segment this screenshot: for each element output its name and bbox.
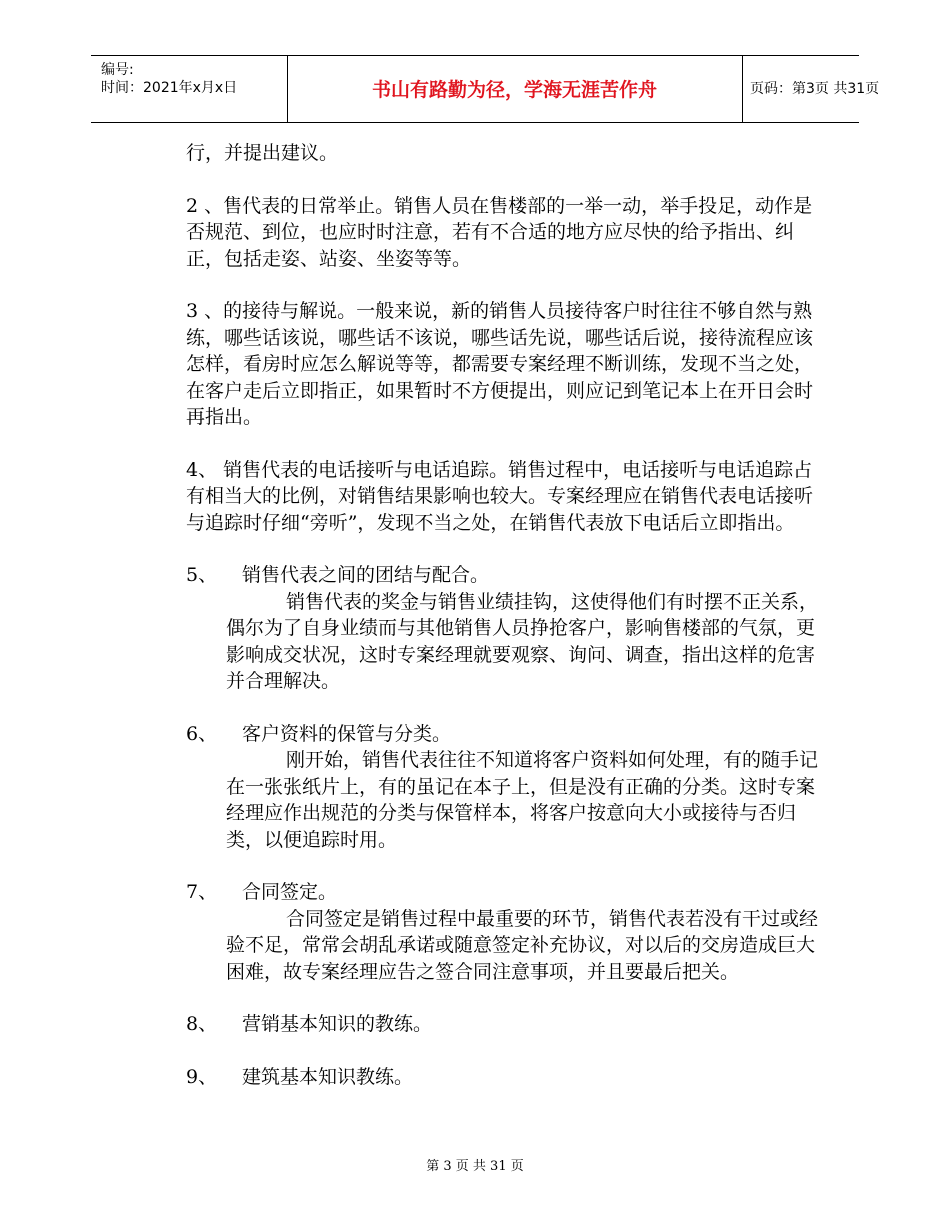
paragraph-item-4: 4、 销售代表的电话接听与电话追踪。销售过程中，电话接听与电话追踪占有相当大的比例，对销售结果影响也较大。专案经理应在销售代表电话接听与追踪时仔细“旁听”，发现不当之处，在销售代表放下电话后立即指出。 (186, 458, 814, 534)
item-6-heading (186, 721, 826, 748)
item-title: 销售代表之间的团结与配合。 (242, 564, 490, 586)
paragraph-item-3: 3 、的接待与解说。一般来说，新的销售人员接待客户时往往不够自然与熟练，哪些话该说，哪些话不该说，哪些话先说，哪些话后说，接待流程应该怎样，看房时应怎么解说等等，都需要专案经理不断训练，发现不当之处，在客户走后立即指正，如果暂时不方便提出，则应记到笔记本上在开日会时再指出。 (186, 300, 814, 428)
number-label: 编号: (101, 62, 134, 78)
item-title: 建筑基本知识教练。 (242, 1065, 414, 1088)
page-header (91, 55, 880, 123)
page-footer: 第 3 页 共 31 页 (426, 1159, 524, 1174)
item-8-heading (186, 1011, 826, 1038)
item-number: 5、 (186, 564, 218, 586)
item-number: 9、 (186, 1065, 218, 1088)
header-page-cell (742, 56, 880, 122)
item-number: 6、 (186, 722, 218, 745)
header-motto-cell (287, 56, 743, 122)
item-title: 营销基本知识的教练。 (242, 1013, 433, 1035)
item-6-text: 刚开始，销售代表往往不知道将客户资料如何处理，有的随手记在一张张纸片上，有的虽记在本子上，但是没有正确的分类。这时专案经理应作出规范的分类与保管样本，将客户按意向大小或接待与否归类，以便追踪时用。 (226, 749, 819, 851)
motto-text: 书山有路勤为径，学海无涯苦作舟 (371, 79, 657, 101)
item-7-text: 合同签定是销售过程中最重要的环节，销售代表若没有干过或经验不足，常常会胡乱承诺或随意签定补充协议，对以后的交房造成巨大困难，故专案经理应告之签合同注意事项，并且要最后把关。 (226, 907, 819, 983)
item-9-heading (186, 1064, 826, 1091)
item-number: 7、 (186, 881, 218, 903)
item-number: 8、 (186, 1013, 218, 1035)
item-5-heading (186, 562, 826, 589)
item-7-heading (186, 879, 826, 906)
time-label: 时间：2021年x月x日 (101, 80, 238, 96)
document-body (186, 140, 826, 1090)
page-label: 页码：第3页 共31页 (750, 81, 880, 97)
paragraph-continuation: 行，并提出建议。 (186, 142, 339, 164)
item-title: 合同签定。 (242, 881, 338, 903)
paragraph-item-2: 2 、售代表的日常举止。销售人员在售楼部的一举一动，举手投足，动作是否规范、到位，也应时时注意，若有不合适的地方应尽快的给予指出、纠正，包括走姿、站姿、坐姿等等。 (186, 194, 813, 270)
item-title: 客户资料的保管与分类。 (242, 722, 452, 745)
item-5-text: 销售代表的奖金与销售业绩挂钩，这使得他们有时摆不正关系，偶尔为了自身业绩而与其他销售人员挣抢客户，影响售楼部的气氛，更影响成交状况，这时专案经理就要观察、询问、调查，指出这样的危害并合理解决。 (226, 590, 819, 692)
header-info-cell (91, 56, 288, 122)
